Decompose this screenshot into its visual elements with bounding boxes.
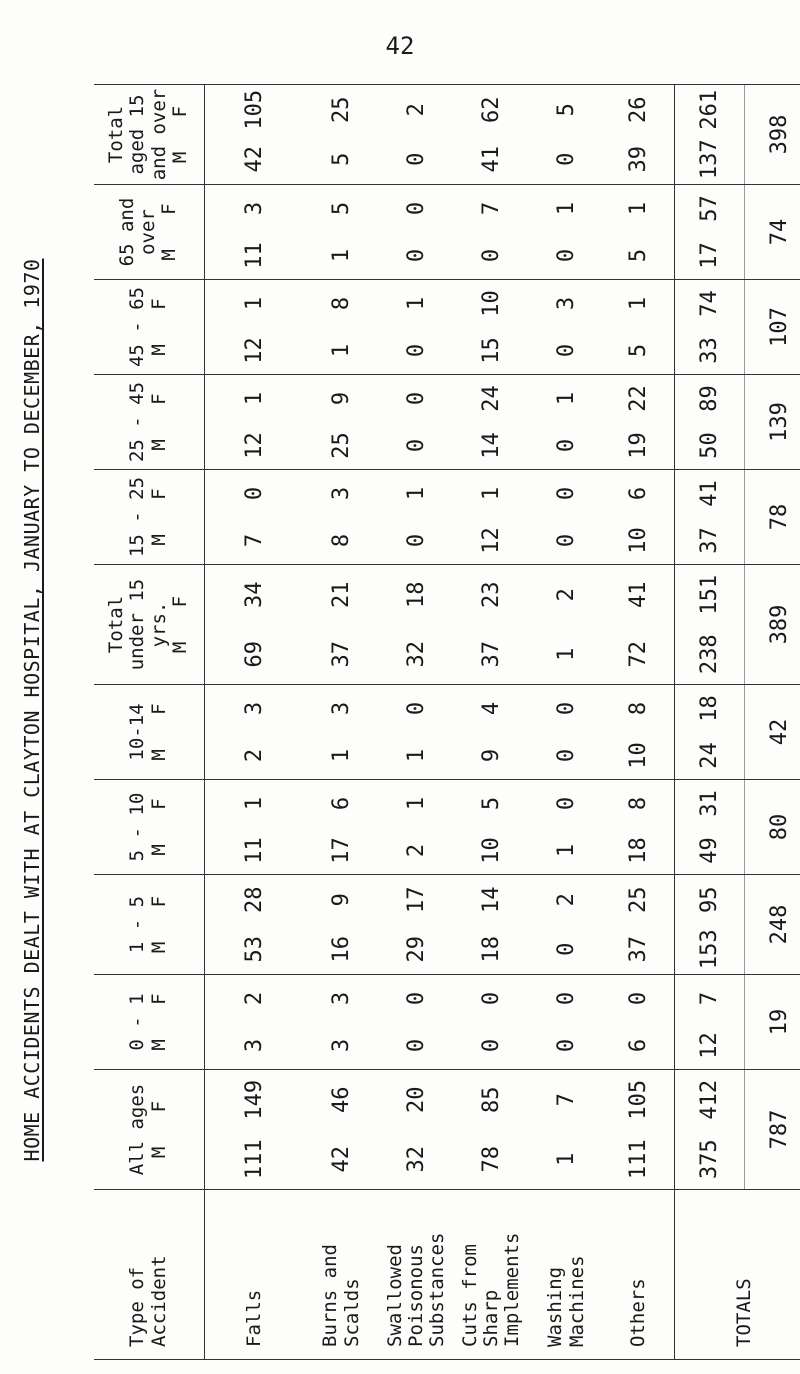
value-female: 2 xyxy=(404,103,429,117)
table-row xyxy=(304,85,379,1360)
summary-row xyxy=(744,85,800,1360)
column-header xyxy=(94,975,204,1070)
value-male: 10 xyxy=(626,527,652,554)
table-body xyxy=(94,85,800,1360)
summary-cell: 74 xyxy=(744,185,800,280)
value-male: 5 xyxy=(329,152,354,166)
value-male: 32 xyxy=(404,641,429,668)
table-cell xyxy=(604,780,674,875)
summary-cell: 139 xyxy=(744,375,800,470)
value-female: 0 xyxy=(554,486,579,501)
table-cell xyxy=(379,470,454,565)
table-cell xyxy=(454,280,529,375)
value-male: 11 xyxy=(241,837,267,864)
value-female: 46 xyxy=(329,1086,354,1113)
table-cell xyxy=(304,975,379,1070)
value-female: 261 xyxy=(696,89,722,130)
table-row xyxy=(604,85,674,1360)
value-female: 1 xyxy=(626,201,652,216)
table-cell xyxy=(674,280,744,375)
table-cell xyxy=(379,780,454,875)
value-male: 12 xyxy=(479,527,504,554)
column-header xyxy=(94,375,204,470)
summary-cell: 80 xyxy=(744,780,800,875)
column-header-label: Type of Accident xyxy=(126,1255,170,1347)
column-header-sub: M F xyxy=(147,1100,170,1159)
table-cell xyxy=(529,685,604,780)
table-cell xyxy=(529,975,604,1070)
table-cell xyxy=(204,375,304,470)
column-header-sub: M F xyxy=(147,703,170,761)
table-cell xyxy=(304,280,379,375)
value-female: 0 xyxy=(479,991,504,1006)
value-female: 24 xyxy=(479,385,504,412)
value-male: 0 xyxy=(554,248,579,263)
page-number: 42 xyxy=(385,32,415,60)
value-female: 89 xyxy=(696,385,722,412)
value-male: 24 xyxy=(696,742,722,769)
table-row xyxy=(529,85,604,1360)
summary-cell: 398 xyxy=(744,85,800,185)
value-male: 0 xyxy=(404,1038,429,1053)
value-male: 69 xyxy=(241,641,267,668)
table-cell xyxy=(204,280,304,375)
value-female: 3 xyxy=(241,701,267,716)
table-cell xyxy=(379,685,454,780)
table-cell xyxy=(379,565,454,685)
column-header xyxy=(94,185,204,280)
table-cell xyxy=(529,565,604,685)
summary-cell: 42 xyxy=(744,685,800,780)
value-male: 0 xyxy=(554,533,579,548)
table-cell xyxy=(304,780,379,875)
value-female: 1 xyxy=(479,486,504,501)
value-female: 5 xyxy=(329,201,354,216)
value-female: 23 xyxy=(479,581,504,608)
column-header-label: 0 - 1 xyxy=(126,993,149,1051)
table-row xyxy=(204,85,304,1360)
value-male: 37 xyxy=(696,527,722,554)
table-container xyxy=(94,85,792,1360)
table-cell xyxy=(529,85,604,185)
value-female: 9 xyxy=(329,893,354,907)
value-female: 3 xyxy=(329,486,354,501)
value-male: 111 xyxy=(626,1139,652,1180)
value-female: 20 xyxy=(404,1086,429,1113)
table-cell xyxy=(674,1070,744,1190)
table-cell xyxy=(454,685,529,780)
value-male: 2 xyxy=(241,748,267,763)
column-header-label: 5 - 10 xyxy=(126,792,149,862)
table-cell xyxy=(204,565,304,685)
row-label: Swallowed Poisonous Substances xyxy=(379,1190,454,1360)
table-cell xyxy=(379,375,454,470)
table-cell xyxy=(674,685,744,780)
page-title-container xyxy=(10,60,54,1360)
table-cell xyxy=(674,375,744,470)
value-female: 25 xyxy=(329,96,354,123)
value-female: 2 xyxy=(554,893,579,907)
value-male: 153 xyxy=(696,929,722,970)
row-label: Cuts from Sharp Implements xyxy=(454,1190,529,1360)
value-female: 1 xyxy=(404,296,429,311)
value-female: 95 xyxy=(696,886,722,913)
value-female: 0 xyxy=(241,486,267,501)
value-male: 0 xyxy=(404,152,429,166)
column-header xyxy=(94,1190,204,1360)
column-header-sub: M F xyxy=(147,488,170,546)
value-male: 72 xyxy=(626,641,652,668)
value-female: 0 xyxy=(626,991,652,1006)
table-cell xyxy=(674,470,744,565)
table-cell xyxy=(454,975,529,1070)
value-female: 2 xyxy=(554,588,579,602)
table-cell xyxy=(529,1070,604,1190)
column-header-sub: M F xyxy=(147,393,170,451)
value-male: 33 xyxy=(696,337,722,364)
value-female: 3 xyxy=(329,701,354,716)
value-male: 12 xyxy=(241,337,267,364)
value-male: 7 xyxy=(241,533,267,548)
table-cell xyxy=(454,1070,529,1190)
accidents-table xyxy=(94,84,800,1360)
table-cell xyxy=(304,565,379,685)
value-female: 0 xyxy=(404,391,429,406)
table-cell xyxy=(604,85,674,185)
value-female: 151 xyxy=(696,574,722,615)
column-header-label: 15 - 25 xyxy=(126,476,149,558)
table-cell xyxy=(529,375,604,470)
value-male: 1 xyxy=(554,843,579,858)
value-male: 25 xyxy=(329,432,354,459)
table-cell xyxy=(604,685,674,780)
value-female: 5 xyxy=(479,796,504,811)
value-male: 42 xyxy=(329,1146,354,1173)
table-cell xyxy=(304,85,379,185)
value-male: 1 xyxy=(329,343,354,358)
header-row xyxy=(94,85,204,1360)
value-female: 17 xyxy=(404,886,429,913)
value-female: 9 xyxy=(329,391,354,406)
value-male: 0 xyxy=(554,1038,579,1053)
value-female: 412 xyxy=(696,1079,722,1120)
column-header-label: 65 and over xyxy=(115,197,160,267)
table-cell xyxy=(674,565,744,685)
table-cell xyxy=(604,565,674,685)
summary-cell: 248 xyxy=(744,875,800,975)
value-female: 0 xyxy=(554,796,579,811)
table-cell xyxy=(379,185,454,280)
table-cell xyxy=(379,1070,454,1190)
value-female: 28 xyxy=(241,886,267,913)
value-male: 10 xyxy=(479,837,504,864)
column-header-sub: M F xyxy=(158,203,181,261)
table-cell xyxy=(454,185,529,280)
value-male: 37 xyxy=(329,641,354,668)
column-header-label: Total aged 15 and over xyxy=(105,88,170,181)
column-header-label: All ages xyxy=(126,1083,149,1176)
column-header-label: 45 - 65 xyxy=(126,286,149,368)
value-female: 34 xyxy=(241,581,267,608)
table-cell xyxy=(304,185,379,280)
value-male: 0 xyxy=(554,942,579,956)
value-male: 78 xyxy=(479,1146,504,1173)
column-header-label: 25 - 45 xyxy=(126,381,149,463)
value-female: 26 xyxy=(626,96,652,123)
value-female: 1 xyxy=(404,796,429,811)
value-female: 1 xyxy=(554,391,579,406)
column-header-label: 10-14 xyxy=(126,703,149,761)
value-female: 22 xyxy=(626,385,652,412)
value-female: 7 xyxy=(554,1093,579,1107)
table-cell xyxy=(379,280,454,375)
value-female: 4 xyxy=(479,701,504,716)
value-male: 0 xyxy=(554,438,579,453)
value-female: 25 xyxy=(626,886,652,913)
value-male: 14 xyxy=(479,432,504,459)
table-cell xyxy=(674,875,744,975)
value-female: 105 xyxy=(241,89,267,130)
table-cell xyxy=(454,875,529,975)
table-cell xyxy=(674,975,744,1070)
row-label: Falls xyxy=(204,1190,304,1360)
value-female: 5 xyxy=(554,103,579,117)
value-female: 10 xyxy=(479,290,504,317)
value-male: 6 xyxy=(626,1038,652,1053)
table-cell xyxy=(454,470,529,565)
value-male: 18 xyxy=(479,936,504,963)
value-male: 3 xyxy=(241,1038,267,1053)
table-cell xyxy=(604,975,674,1070)
table-cell xyxy=(454,375,529,470)
value-male: 0 xyxy=(554,152,579,166)
value-female: 8 xyxy=(329,296,354,311)
value-male: 8 xyxy=(329,533,354,548)
table-cell xyxy=(604,1070,674,1190)
column-header-label: 1 - 5 xyxy=(126,895,149,954)
value-male: 12 xyxy=(241,432,267,459)
table-cell xyxy=(379,85,454,185)
value-female: 1 xyxy=(554,201,579,216)
table-cell xyxy=(454,85,529,185)
table-cell xyxy=(454,780,529,875)
value-female: 41 xyxy=(696,480,722,507)
table-row xyxy=(454,85,529,1360)
value-male: 37 xyxy=(479,641,504,668)
table-cell xyxy=(204,185,304,280)
value-female: 0 xyxy=(404,201,429,216)
summary-cell: 389 xyxy=(744,565,800,685)
value-male: 50 xyxy=(696,432,722,459)
table-cell xyxy=(674,185,744,280)
value-female: 57 xyxy=(696,195,722,222)
table-cell xyxy=(674,85,744,185)
value-male: 53 xyxy=(241,936,267,963)
value-male: 375 xyxy=(696,1139,722,1180)
table-cell xyxy=(204,470,304,565)
value-male: 1 xyxy=(554,647,579,661)
column-header xyxy=(94,875,204,975)
value-female: 21 xyxy=(329,581,354,608)
row-label: Others xyxy=(604,1190,674,1360)
value-male: 238 xyxy=(696,634,722,675)
table-cell xyxy=(204,85,304,185)
column-header xyxy=(94,565,204,685)
value-male: 17 xyxy=(329,837,354,864)
value-female: 3 xyxy=(329,991,354,1006)
value-female: 3 xyxy=(554,296,579,311)
table-cell xyxy=(604,875,674,975)
value-female: 85 xyxy=(479,1086,504,1113)
value-female: 8 xyxy=(626,796,652,811)
value-female: 1 xyxy=(404,486,429,501)
table-cell xyxy=(204,875,304,975)
value-male: 0 xyxy=(404,343,429,358)
table-cell xyxy=(304,875,379,975)
row-label: Washing Machines xyxy=(529,1190,604,1360)
value-male: 16 xyxy=(329,936,354,963)
table-cell xyxy=(529,780,604,875)
column-header xyxy=(94,780,204,875)
value-female: 1 xyxy=(626,296,652,311)
page-title: HOME ACCIDENTS DEALT WITH AT CLAYTON HOSPITAL, JANUARY TO DECEMBER, 1970 xyxy=(20,258,44,1162)
column-header-label: Total under 15 yrs. xyxy=(105,578,170,671)
value-female: 0 xyxy=(404,701,429,716)
summary-cell: 19 xyxy=(744,975,800,1070)
value-male: 42 xyxy=(241,146,267,173)
value-female: 18 xyxy=(696,695,722,722)
value-male: 0 xyxy=(479,1038,504,1053)
value-male: 0 xyxy=(554,343,579,358)
value-male: 0 xyxy=(404,533,429,548)
value-male: 9 xyxy=(479,748,504,763)
value-male: 10 xyxy=(626,742,652,769)
value-male: 1 xyxy=(329,248,354,263)
column-header-sub: M F xyxy=(169,595,192,654)
table-cell xyxy=(529,280,604,375)
value-male: 12 xyxy=(696,1032,722,1059)
value-female: 1 xyxy=(241,796,267,811)
table-row xyxy=(674,85,744,1360)
value-female: 7 xyxy=(696,991,722,1006)
row-label: TOTALS xyxy=(674,1190,800,1360)
value-male: 18 xyxy=(626,837,652,864)
value-female: 2 xyxy=(241,991,267,1006)
table-cell xyxy=(304,1070,379,1190)
summary-cell: 787 xyxy=(744,1070,800,1190)
column-header-sub: M F xyxy=(147,798,170,856)
value-male: 5 xyxy=(626,343,652,358)
column-header xyxy=(94,280,204,375)
table-cell xyxy=(604,375,674,470)
table-cell xyxy=(529,875,604,975)
value-female: 1 xyxy=(241,296,267,311)
value-female: 62 xyxy=(479,96,504,123)
table-cell xyxy=(204,780,304,875)
value-male: 0 xyxy=(404,438,429,453)
table-cell xyxy=(204,685,304,780)
column-header xyxy=(94,685,204,780)
value-female: 6 xyxy=(626,486,652,501)
table-cell xyxy=(454,565,529,685)
column-header-sub: M F xyxy=(169,105,192,164)
value-male: 1 xyxy=(554,1152,579,1166)
value-male: 11 xyxy=(241,242,267,269)
table-cell xyxy=(604,470,674,565)
value-female: 14 xyxy=(479,886,504,913)
value-male: 1 xyxy=(404,748,429,763)
value-male: 41 xyxy=(479,146,504,173)
table-cell xyxy=(604,185,674,280)
value-male: 1 xyxy=(329,748,354,763)
table-cell xyxy=(529,185,604,280)
column-header xyxy=(94,1070,204,1190)
table-cell xyxy=(379,975,454,1070)
row-label: Burns and Scalds xyxy=(304,1190,379,1360)
value-male: 32 xyxy=(404,1146,429,1173)
value-male: 0 xyxy=(554,748,579,763)
value-female: 149 xyxy=(241,1079,267,1120)
value-male: 15 xyxy=(479,337,504,364)
value-male: 49 xyxy=(696,837,722,864)
value-male: 137 xyxy=(696,139,722,180)
value-female: 0 xyxy=(404,991,429,1006)
value-female: 0 xyxy=(554,701,579,716)
value-male: 29 xyxy=(404,936,429,963)
table-cell xyxy=(304,375,379,470)
value-female: 31 xyxy=(696,790,722,817)
summary-cell: 78 xyxy=(744,470,800,565)
value-female: 7 xyxy=(479,201,504,216)
column-header-sub: M F xyxy=(147,298,170,356)
column-header xyxy=(94,85,204,185)
value-male: 17 xyxy=(696,242,722,269)
column-header-sub: M F xyxy=(147,993,170,1051)
table-row xyxy=(379,85,454,1360)
summary-cell: 107 xyxy=(744,280,800,375)
table-cell xyxy=(304,685,379,780)
value-female: 6 xyxy=(329,796,354,811)
table-cell xyxy=(379,875,454,975)
value-male: 37 xyxy=(626,936,652,963)
value-male: 2 xyxy=(404,843,429,858)
value-female: 18 xyxy=(404,581,429,608)
value-female: 74 xyxy=(696,290,722,317)
value-male: 39 xyxy=(626,146,652,173)
value-male: 0 xyxy=(479,248,504,263)
value-male: 19 xyxy=(626,432,652,459)
value-female: 105 xyxy=(626,1079,652,1120)
value-male: 3 xyxy=(329,1038,354,1053)
value-female: 8 xyxy=(626,701,652,716)
table-cell xyxy=(204,975,304,1070)
value-female: 3 xyxy=(241,201,267,216)
table-cell xyxy=(204,1070,304,1190)
value-male: 5 xyxy=(626,248,652,263)
table-cell xyxy=(529,470,604,565)
value-female: 41 xyxy=(626,581,652,608)
table-cell xyxy=(674,780,744,875)
value-female: 0 xyxy=(554,991,579,1006)
value-female: 1 xyxy=(241,391,267,406)
value-male: 111 xyxy=(241,1139,267,1180)
value-male: 0 xyxy=(404,248,429,263)
column-header-sub: M F xyxy=(147,895,170,954)
column-header xyxy=(94,470,204,565)
table-cell xyxy=(304,470,379,565)
table-cell xyxy=(604,280,674,375)
